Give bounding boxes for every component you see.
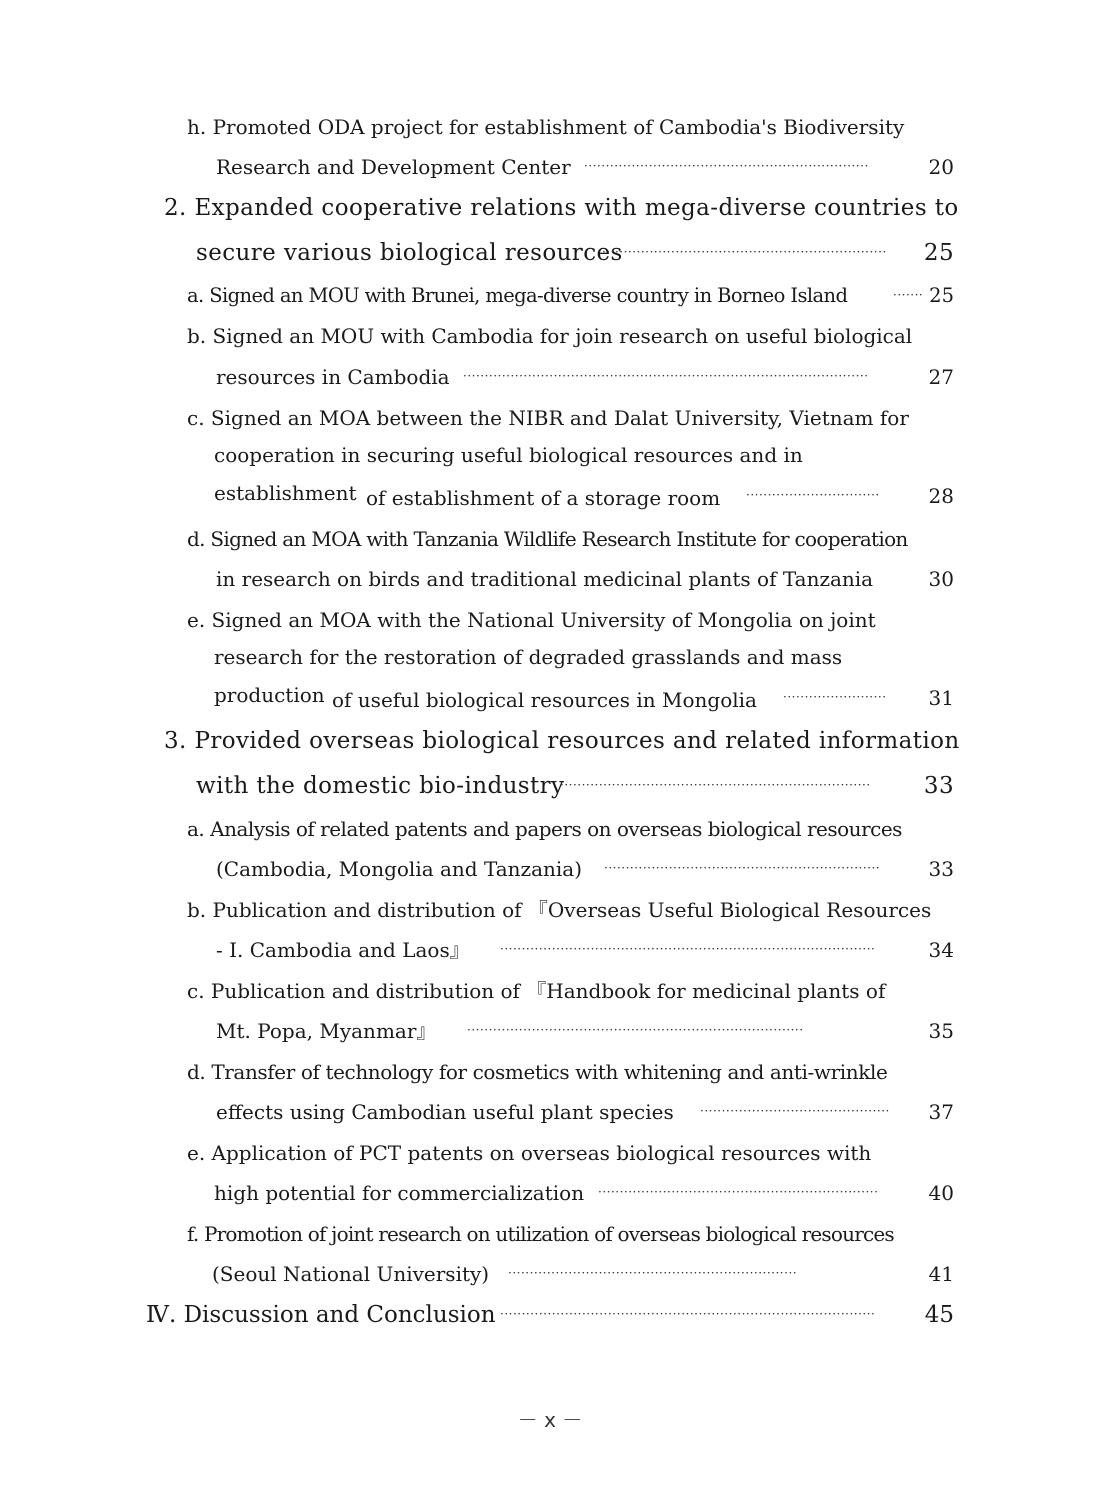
toc-entry-line xyxy=(0,1258,1100,1290)
toc-entry-text: Mt. Popa, Myanmar』 xyxy=(216,1019,437,1043)
toc-chapter-line xyxy=(0,1299,1100,1331)
toc-section-text: 2. Expanded cooperative relations with mega-diverse countries to xyxy=(164,195,959,221)
toc-entry-line xyxy=(214,439,803,471)
toc-entry-line xyxy=(0,361,1100,393)
toc-section-text: secure various biological resources xyxy=(196,240,623,266)
page-number: 33 xyxy=(923,773,954,799)
toc-entry-text: effects using Cambodian useful plant species xyxy=(216,1100,674,1124)
toc-entry-line xyxy=(187,320,912,352)
page-number: 33 xyxy=(928,857,954,881)
page-number: 37 xyxy=(928,1100,954,1124)
leader-dots: ·································································· xyxy=(602,245,887,259)
toc-entry-line xyxy=(187,894,931,926)
toc-entry-text: e. Application of PCT patents on overseas biological resources with xyxy=(187,1141,872,1165)
page-number: 20 xyxy=(928,155,954,179)
toc-entry-text: high potential for commercialization xyxy=(214,1181,585,1205)
toc-entry-text: b. Signed an MOU with Cambodia for join research on useful biological xyxy=(187,324,913,348)
toc-entry-text: research for the restoration of degraded grasslands and mass xyxy=(214,645,843,669)
toc-section-line xyxy=(164,192,959,224)
toc-entry-line xyxy=(187,975,885,1007)
leader-dots: ························ xyxy=(783,690,887,704)
toc-section-line xyxy=(164,725,960,757)
toc-entry-text: - I. Cambodia and Laos』 xyxy=(216,938,470,962)
toc-entry-line xyxy=(0,151,1100,183)
toc-entry-text: cooperation in securing useful biological resources and in xyxy=(214,443,803,467)
toc-entry-text: e. Signed an MOA with the National University of Mongolia on joint xyxy=(187,608,876,632)
toc-entry-text: of establishment of a storage room xyxy=(366,486,721,510)
leader-dots: ······················································································· xyxy=(500,942,876,956)
toc-entry-line xyxy=(187,604,876,636)
leader-dots: ······················································································· xyxy=(500,1307,876,1321)
toc-entry-text: a. Signed an MOU with Brunei, mega-diverse country in Borneo Island xyxy=(187,284,848,307)
leader-dots: ·································································· xyxy=(584,159,869,173)
toc-entry-text: production xyxy=(214,683,325,707)
toc-entry-text: d. Signed an MOA with Tanzania Wildlife Research Institute for cooperation xyxy=(187,527,908,551)
page-number: 31 xyxy=(928,686,954,710)
toc-section-line xyxy=(0,237,1100,269)
toc-entry-line xyxy=(0,1096,1100,1128)
toc-chapter-text: Ⅳ. Discussion and Conclusion xyxy=(146,1302,496,1328)
toc-entry-text: resources in Cambodia xyxy=(216,365,450,389)
page-number: 27 xyxy=(928,365,954,389)
toc-entry-text: in research on birds and traditional medicinal plants of Tanzania xyxy=(216,567,874,591)
toc-entry-line xyxy=(187,402,909,434)
leader-dots: ············································ xyxy=(700,1104,890,1118)
toc-entry-line xyxy=(187,813,902,845)
leader-dots: ··································································· xyxy=(508,1266,798,1280)
toc-entry-line xyxy=(187,1056,887,1088)
page-number: 35 xyxy=(928,1019,954,1043)
toc-entry-line xyxy=(214,641,842,673)
page-number: 41 xyxy=(928,1262,954,1286)
toc-entry-line xyxy=(0,563,1100,595)
toc-entry-text: c. Signed an MOA between the NIBR and Dalat University, Vietnam for xyxy=(187,406,909,430)
page-number: 45 xyxy=(924,1302,954,1328)
toc-entry-line xyxy=(187,523,908,555)
toc-entry-line xyxy=(0,853,1100,885)
toc-entry-text: c. Publication and distribution of 『Handbook for medicinal plants of xyxy=(187,979,886,1003)
toc-entry-text: (Cambodia, Mongolia and Tanzania) xyxy=(216,857,583,881)
toc-entry-text: f. Promotion of joint research on utilization of overseas biological resources xyxy=(187,1222,894,1246)
toc-entry-text: Research and Development Center xyxy=(216,155,571,179)
page-number: 25 xyxy=(929,284,954,307)
leader-dots: ······························· xyxy=(746,488,880,502)
page-number: 34 xyxy=(928,938,954,962)
toc-entry-line xyxy=(187,1218,894,1250)
toc-entry-line xyxy=(0,1015,1100,1047)
page-number: 40 xyxy=(928,1181,954,1205)
page-number: 28 xyxy=(928,484,954,508)
toc-entry-line xyxy=(0,480,1100,512)
leader-dots: ········································································ xyxy=(560,778,871,792)
leader-dots: ································································ xyxy=(604,861,881,875)
toc-entry-text: h. Promoted ODA project for establishment of Cambodia's Biodiversity xyxy=(187,115,905,139)
toc-entry-line xyxy=(0,934,1100,966)
toc-entry-line xyxy=(187,111,904,143)
toc-section-line xyxy=(0,770,1100,802)
toc-section-text: with the domestic bio-industry xyxy=(196,773,565,799)
leader-dots: ································································· xyxy=(598,1185,879,1199)
toc-entry-line xyxy=(0,280,1100,312)
page-number: 30 xyxy=(928,567,954,591)
leader-dots: ·············································································· xyxy=(467,1023,804,1037)
toc-section-text: 3. Provided overseas biological resources and related information xyxy=(164,728,960,754)
toc-entry-line xyxy=(187,1137,871,1169)
page-footer-number: － x － xyxy=(517,1408,583,1432)
toc-entry-line xyxy=(0,682,1100,714)
toc-entry-text: establishment xyxy=(214,481,357,505)
toc-entry-text: a. Analysis of related patents and papers on overseas biological resources xyxy=(187,817,902,841)
toc-entry-text: of useful biological resources in Mongolia xyxy=(332,688,757,712)
leader-dots: ······························································································ xyxy=(463,369,869,383)
leader-dots: ······· xyxy=(893,288,924,302)
toc-entry-text: d. Transfer of technology for cosmetics with whitening and anti-wrinkle xyxy=(187,1060,888,1084)
toc-entry-text: (Seoul National University) xyxy=(212,1262,490,1286)
toc-entry-line xyxy=(0,1177,1100,1209)
page-number: 25 xyxy=(923,240,954,266)
toc-entry-text: b. Publication and distribution of 『Overseas Useful Biological Resources xyxy=(187,898,932,922)
